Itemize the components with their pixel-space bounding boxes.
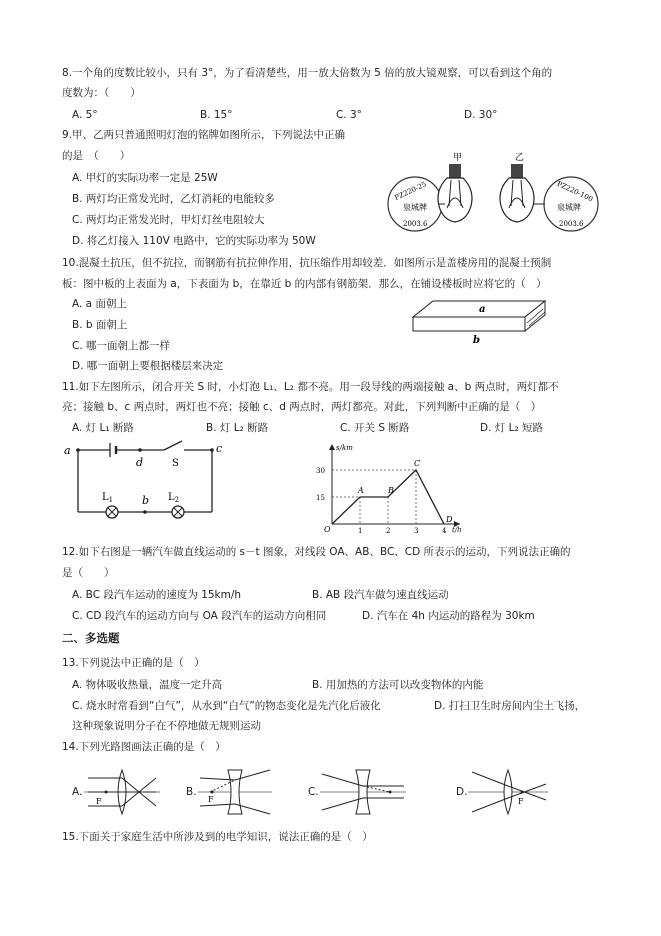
stamp-left-date: 2003.6 (403, 220, 428, 228)
q14-label-d: D. (456, 786, 468, 798)
q9-option-b: B. 两灯均正常发光时，乙灯消耗的电能较多 (72, 193, 275, 205)
graph-origin: O (324, 525, 331, 534)
q10-line2: 板：图中板的上表面为 a，下表面为 b，在靠近 b 的内部有钢筋架．那么，在铺设楼板时应将它的（ ） (62, 278, 547, 290)
point-label: D (446, 515, 453, 524)
q10-option-a: A. a 面朝上 (72, 298, 127, 310)
switch-icon (164, 441, 182, 450)
q11-line2: 亮；接触 b、c 两点时，两灯也不亮；接触 c、d 两点时，两灯都亮。对此，下列判断中正确的是（ ） (62, 401, 542, 413)
q13-option-c: C. 烧水时常看到“白气”，从水到“白气”的物态变化是先汽化后液化 (72, 700, 381, 712)
lens-diagram-a (82, 764, 162, 820)
q13-option-d: D. 打扫卫生时房间内尘土飞扬， (434, 700, 586, 712)
circuit-label-l2-main: L (168, 492, 175, 503)
q11-option-d: D. 灯 L₂ 短路 (480, 422, 543, 434)
q12-option-d: D. 汽车在 4h 内运动的路程为 30km (362, 610, 535, 622)
circuit-label-l1 (102, 492, 113, 504)
y-tick-label: 15 (316, 494, 325, 502)
q14-label-a: A. (72, 786, 83, 798)
q12-option-b: B. AB 段汽车做匀速直线运动 (312, 589, 449, 601)
circuit-label-c: c (216, 442, 223, 455)
q12-line1: 12.如下右图是一辆汽车做直线运动的 s－t 图象，对线段 OA、AB、BC、CD 所表示的运动，下列说法正确的 (62, 546, 571, 558)
q11-option-a: A. 灯 L₁ 断路 (72, 422, 134, 434)
q11-option-b: B. 灯 L₂ 断路 (206, 422, 269, 434)
q9-option-a: A. 甲灯的实际功率一定是 25W (72, 172, 218, 184)
bulb-yi-icon (500, 164, 534, 222)
circuit-label-l2-sub: 2 (174, 496, 180, 504)
y-axis-arrow-icon (329, 444, 335, 450)
stamp-right-date: 2003.6 (559, 220, 584, 228)
label-yi: 乙 (515, 153, 525, 163)
focus-label-d: F (518, 797, 524, 806)
section-heading-multi-choice: 二、多选题 (62, 631, 120, 645)
lens-diagram-d (466, 764, 550, 820)
q13-option-b: B. 用加热的方法可以改变物体的内能 (312, 679, 484, 691)
lens-diagram-c (318, 764, 408, 820)
slab-label-b: b (473, 335, 480, 346)
q8-line1: 8.一个角的度数比较小，只有 3°，为了看清楚些，用一放大倍数为 5 倍的放大镜观察，可以看到这个角的 (62, 67, 553, 79)
circuit-label-l2 (168, 492, 179, 504)
graph-ylabel: s/km (336, 444, 353, 452)
circuit-label-l1-main: L (102, 492, 109, 503)
circuit-label-b: b (142, 494, 150, 507)
lens-diagram-b (196, 764, 274, 820)
label-jia: 甲 (453, 153, 463, 163)
q14-line1: 14.下列光路图画法正确的是（ ） (62, 741, 226, 753)
q12-line2: 是（ ） (62, 567, 115, 579)
stamp-right-brand: 泉城牌 (557, 203, 581, 212)
q15-line1: 15.下面关于家庭生活中所涉及到的电学知识，说法正确的是（ ） (62, 831, 373, 843)
q13-option-a: A. 物体吸收热量，温度一定升高 (72, 679, 223, 691)
bulb-jia-icon (438, 164, 472, 222)
stamp-left-model: PZ220-25 (393, 180, 428, 203)
circuit-label-d: d (136, 456, 144, 469)
circuit-label-s: S (172, 458, 179, 469)
x-tick-label: 3 (414, 527, 419, 534)
circuit-label-a: a (64, 444, 71, 457)
q12-option-c: C. CD 段汽车的运动方向与 OA 段汽车的运动方向相同 (72, 610, 327, 622)
q8-option-d: D. 30° (464, 109, 498, 121)
slab-figure (405, 293, 555, 347)
q9-option-c: C. 两灯均正常发光时，甲灯灯丝电阻较大 (72, 214, 265, 226)
point-label: C (414, 459, 421, 468)
circuit-label-l1-sub: 1 (108, 496, 114, 504)
q10-option-d: D. 哪一面朝上要根据楼层来决定 (72, 360, 224, 372)
q14-label-b: B. (186, 786, 197, 798)
point-label: A (358, 486, 364, 495)
q10-line1: 10.混凝土抗压，但不抗拉，而钢筋有抗拉伸作用，抗压缩作用却较差．如图所示是盖楼房用的混凝土预制 (62, 257, 552, 269)
x-tick-label: 4 (442, 527, 447, 534)
point-label: B (388, 486, 394, 495)
y-tick-label: 30 (316, 467, 325, 475)
q11-line1: 11.如下左图所示，闭合开关 S 时，小灯泡 L₁、L₂ 都不亮。用一段导线的两端接触 a、b 两点时，两灯都不 (62, 381, 559, 393)
q12-option-a: A. BC 段汽车运动的速度为 15km/h (72, 589, 242, 601)
x-tick-label: 2 (386, 527, 391, 534)
stamp-right-model: PZ220-100 (555, 179, 595, 204)
stamp-left-brand: 泉城牌 (403, 203, 427, 212)
focus-label-b: F (208, 795, 214, 804)
q8-option-b: B. 15° (200, 109, 233, 121)
q8-option-c: C. 3° (336, 109, 362, 121)
focus-label-a: F (96, 797, 102, 806)
bulbs-figure (385, 148, 615, 246)
q8-option-a: A. 5° (72, 109, 98, 121)
q9-line2: 的是 （ ） (62, 150, 131, 162)
circuit-figure (62, 438, 232, 522)
q11-option-c: C. 开关 S 断路 (340, 422, 410, 434)
q13-option-d-cont: 这种现象说明分子在不停地做无规则运动 (72, 720, 261, 732)
st-graph (310, 440, 470, 534)
q9-option-d: D. 将乙灯接入 110V 电路中，它的实际功率为 50W (72, 235, 316, 247)
q9-line1: 9.甲、乙两只普通照明灯泡的铭牌如图所示，下列说法中正确 (62, 129, 346, 141)
q13-line1: 13.下列说法中正确的是（ ） (62, 657, 205, 669)
q14-label-c: C. (308, 786, 319, 798)
q10-option-b: B. b 面朝上 (72, 319, 128, 331)
slab-label-a: a (479, 304, 486, 315)
x-tick-label: 1 (358, 527, 363, 534)
convex-lens-icon (504, 770, 512, 814)
graph-xlabel: t/h (452, 526, 462, 534)
q8-line2: 度数为：（ ） (62, 87, 141, 99)
q10-option-c: C. 哪一面朝上都一样 (72, 340, 171, 352)
